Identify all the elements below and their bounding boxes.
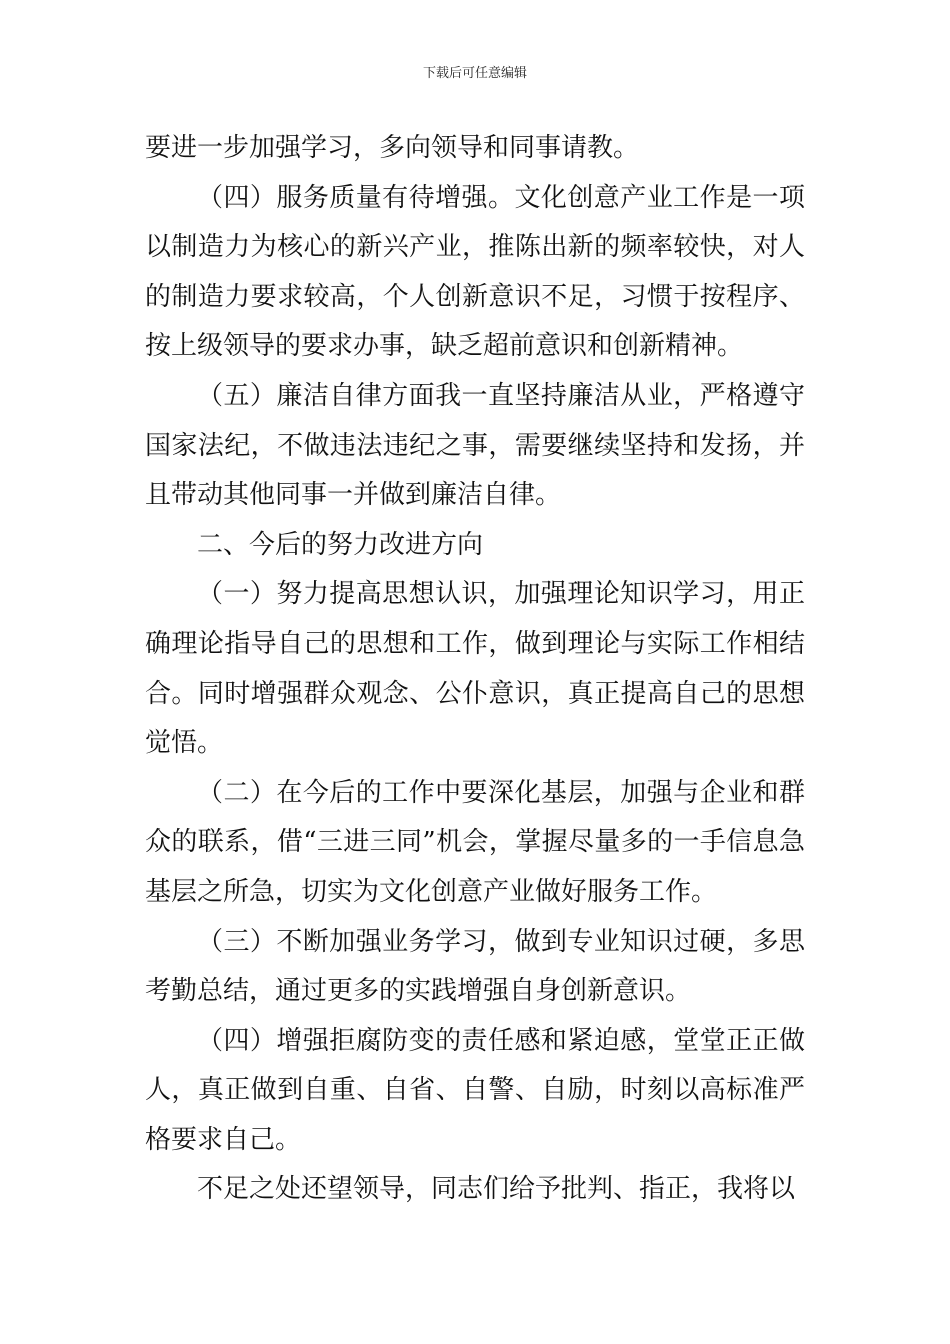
paragraph-integrity: （五）廉洁自律方面我一直坚持廉洁从业，严格遵守国家法纪，不做违法违纪之事，需要继续坚持和发扬，并且带动其他同事一并做到廉洁自律。 <box>145 380 805 511</box>
paragraph-business-study: （三）不断加强业务学习，做到专业知识过硬，多思考勤总结，通过更多的实践增强自身创新意识。 <box>145 926 805 1007</box>
paragraph-closing: 不足之处还望领导，同志们给予批判、指正，我将以 <box>197 1174 796 1205</box>
paragraph-anti-corruption: （四）增强拒腐防变的责任感和紧迫感，堂堂正正做人，真正做到自重、自省、自警、自励，时刻以高标准严格要求自己。 <box>145 1025 805 1155</box>
paragraph-service-quality: （四）服务质量有待增强。文化创意产业工作是一项以制造力为核心的新兴产业，推陈出新的频率较快，对人的制造力要求较高，个人创新意识不足，习惯于按程序、按上级领导的要求办事，缺乏超前意识和创新精神。 <box>145 182 805 362</box>
paragraph-improve-thinking: （一）努力提高思想认识，加强理论知识学习，用正确理论指导自己的思想和工作，做到理论与实际工作相结合。同时增强群众观念、公仆意识，真正提高自己的思想觉悟。 <box>145 579 805 759</box>
page-header-note: 下载后可任意编辑 <box>422 66 527 81</box>
section-heading-improvement: 二、今后的努力改进方向 <box>197 529 484 560</box>
document-body <box>145 124 805 1215</box>
paragraph-continuation: 要进一步加强学习，多向领导和同事请教。 <box>145 133 640 163</box>
paragraph-grassroots: （二）在今后的工作中要深化基层，加强与企业和群众的联系，借“三进三同”机会，掌握尽量多的一手信息急基层之所急，切实为文化创意产业做好服务工作。 <box>145 777 805 907</box>
